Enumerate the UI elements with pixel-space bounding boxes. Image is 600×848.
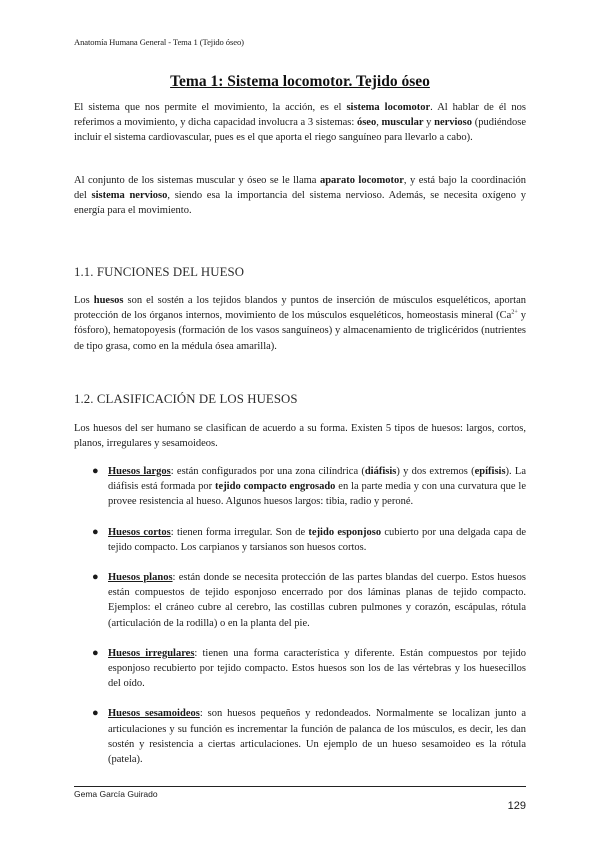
- running-header: Anatomía Humana General - Tema 1 (Tejido óseo): [74, 37, 244, 47]
- bullet-icon: ●: [92, 525, 99, 538]
- funciones-paragraph: Los huesos son el sostén a los tejidos blandos y puntos de inserción de músculos esqueléticos, aportan protección de los órganos internos, movimiento de los músculos esqueléticos, homeostasis mineral ($Ca^{2+}$ y fósforo), hematopoyesis (formación de los vasos sanguíneos) y almacenamiento de triglicéridos (nutrientes de tipo grasa, como en la médula ósea amarilla).: [74, 295, 527, 352]
- section-heading-clasificacion: 1.2. CLASIFICACIÓN DE LOS HUESOS: [74, 392, 298, 406]
- footer-author: Gema García Guirado: [74, 789, 158, 799]
- intro-paragraph-1: El sistema que nos permite el movimiento, la acción, es el sistema locomotor. Al hablar de él nos referimos a movimiento, y dicha capacidad involucra a 3 sistemas: óseo, muscular y nervioso (pudiéndose incluir el sistema cardiovascular, pues es el que aporta el riego sanguíneo para llevarlo a cabo).: [74, 102, 527, 144]
- list-item-huesos-sesamoideos: ● Huesos sesamoideos: son huesos pequeños y redondeados. Normalmente se localizan junto a articulaciones y su función es incrementar la función de palanca de los músculos, es decir, les dan sostén y resistencia a ciertas articulaciones. Un ejemplo de un hueso sesamoideo es la rótula (patela).: [92, 707, 526, 766]
- list-item-huesos-largos: ● Huesos largos: están configurados por una zona cilíndrica (diáfisis) y dos extremos (epífisis). La diáfisis está formada por tejido compacto engrosado en la parte media y con una curvatura que le provee resistencia al hueso. Algunos huesos largos: tibia, radio y peroné.: [92, 465, 526, 508]
- intro-paragraph-2: Al conjunto de los sistemas muscular y óseo se le llama aparato locomotor, y está bajo la coordinación del sistema nervioso, siendo esa la importancia del sistema nervioso. Además, se necesita oxígeno y energía para el movimiento.: [74, 175, 527, 217]
- bullet-icon: ●: [92, 646, 99, 659]
- section-heading-funciones: 1.1. FUNCIONES DEL HUESO: [74, 265, 245, 279]
- bullet-icon: ●: [92, 707, 99, 720]
- footer-divider: [74, 786, 526, 787]
- page-title: Tema 1: Sistema locomotor. Tejido óseo: [170, 73, 430, 90]
- clasificacion-paragraph: Los huesos del ser humano se clasifican de acuerdo a su forma. Existen 5 tipos de huesos: largos, cortos, planos, irregulares y sesamoideos.: [74, 423, 526, 450]
- list-item-huesos-planos: ● Huesos planos: están donde se necesita protección de las partes blandas del cuerpo. Estos huesos están compuestos de tejido esponjoso encerrado por dos láminas planas de tejido compacto. Ejemplos: el cráneo cubre al cerebro, las costillas cubren pulmones y corazón, escápulas, rótula (articulación de la rodilla) o en la planta del pie.: [92, 571, 526, 629]
- bone-types-list: [92, 464, 526, 782]
- page-number: 129: [507, 800, 526, 812]
- bullet-icon: ●: [92, 465, 99, 477]
- list-item-huesos-irregulares: ● Huesos irregulares: tienen una forma característica y diferente. Están compuestos por tejido esponjoso recubierto por tejido compacto. Estos huesos son los de las vértebras y los huesecillos del oído.: [92, 646, 526, 690]
- bullet-icon: ●: [92, 571, 99, 584]
- list-item-huesos-cortos: ● Huesos cortos: tienen forma irregular. Son de tejido esponjoso cubierto por una delgada capa de tejido compacto. Los carpianos y tarsianos son huesos cortos.: [92, 525, 526, 553]
